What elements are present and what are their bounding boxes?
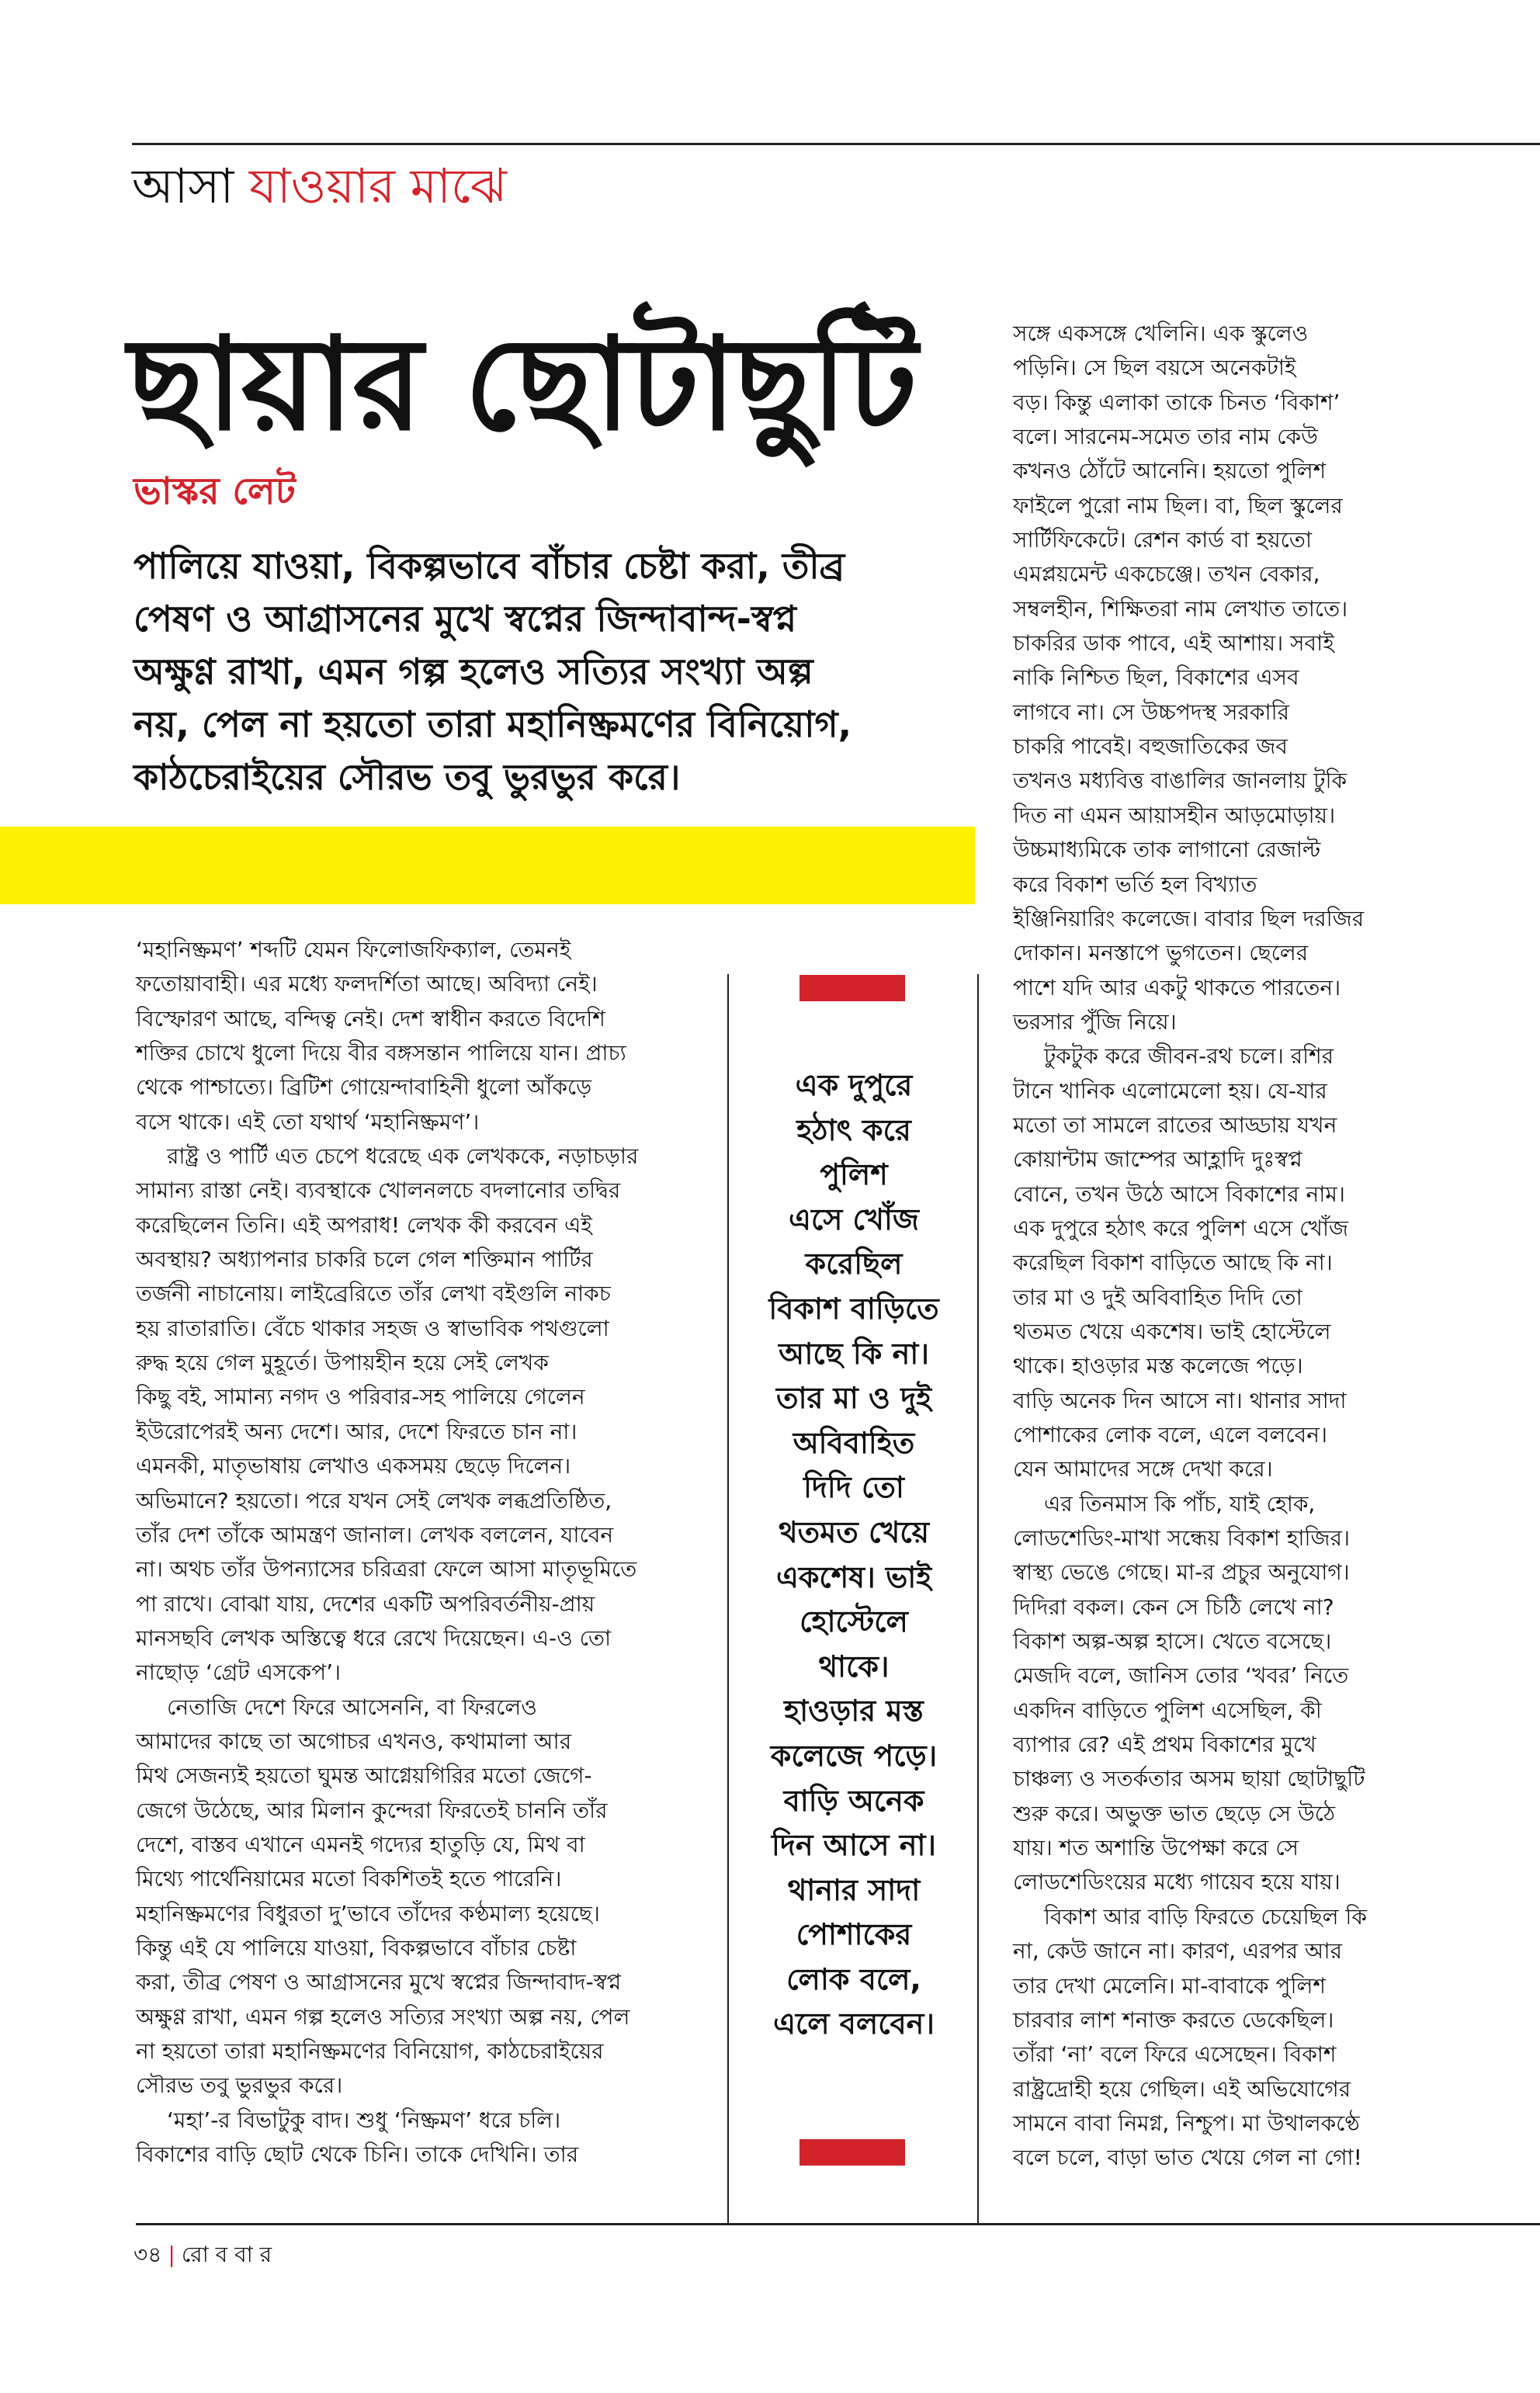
- pull-quote-line: পোশাকের: [796, 1917, 912, 1952]
- body-text-line: না। অথচ তাঁর উপন্যাসের চরিত্ররা ফেলে আসা মাতৃভূমিতে: [136, 1556, 637, 1583]
- pull-quote-line: এক দুপুরে: [795, 1068, 913, 1102]
- body-text-line: ইউরোপেরই অন্য দেশে। আর, দেশে ফিরতে চান না।: [136, 1418, 578, 1444]
- body-text-line: থেকে পাশ্চাত্যে। ব্রিটিশ গোয়েন্দাবাহিনী ধুলো আঁকড়ে: [136, 1074, 592, 1101]
- body-text-line: যায়। শত অশান্তি উপেক্ষা করে সে: [1013, 1835, 1299, 1861]
- body-text-line: মহানিষ্ক্রমণের বিধুরতা দু’ভাবে তাঁদের কণ্ঠমাল্য হয়েছে।: [136, 1900, 600, 1927]
- body-text-line: ব্যাপার রে? এই প্রথম বিকাশের মুখে: [1013, 1732, 1316, 1758]
- pull-quote-line: থাকে।: [818, 1649, 890, 1684]
- pull-quote-line: এসে খোঁজ: [789, 1202, 919, 1236]
- body-text-line: দিত না এমন আয়াসহীন আড়মোড়ায়।: [1013, 802, 1336, 828]
- pull-quote: [730, 1063, 978, 2047]
- body-text-line: আমাদের কাছে তা অগোচর এখনও, কথামালা আর: [136, 1728, 572, 1754]
- body-text-line: নেতাজি দেশে ফিরে আসেননি, বা ফিরলেও: [167, 1694, 537, 1720]
- pull-quote-line: একশেষ। ভাই: [775, 1559, 932, 1594]
- pull-quote-line: বিকাশ বাড়িতে: [768, 1291, 939, 1326]
- body-text-line: না হয়তো তারা মহানিষ্ক্রমণের বিনিয়োগ, কাঠচেরাইয়ের: [136, 2038, 604, 2064]
- body-text-line: ভরসার পুঁজি নিয়ে।: [1013, 1008, 1177, 1035]
- body-text-line: মেজদি বলে, জানিস তোর ‘খবর’ নিতে: [1013, 1663, 1349, 1689]
- body-text-line: করা, তীব্র পেষণ ও আগ্রাসনের মুখে স্বপ্নের জিন্দাবাদ-স্বপ্ন: [136, 1969, 622, 1996]
- body-text-line: কিছু বই, সামান্য নগদ ও পরিবার-সহ পালিয়ে গেলেন: [136, 1384, 585, 1410]
- body-text-line: চাকরির ডাক পাবে, এই আশায়। সবাই: [1013, 630, 1334, 657]
- body-text-line: বড়। কিন্তু এলাকা তাকে চিনত ‘বিকাশ’: [1013, 389, 1341, 415]
- page-footer: [134, 2235, 272, 2274]
- body-text-line: না, কেউ জানে না। কারণ, এরপর আর: [1013, 1938, 1342, 1965]
- pull-quote-line: বাড়ি অনেক: [783, 1783, 924, 1818]
- body-text-line: লাগবে না। সে উচ্চপদস্থ সরকারি: [1013, 699, 1290, 725]
- body-text-line: ফতোয়াবাহী। এর মধ্যে ফলদর্শিতা আছে। অবিদ্যা নেই।: [136, 971, 598, 997]
- body-text-line: তখনও মধ্যবিত্ত বাঙালির জানলায় টুকি: [1013, 768, 1348, 794]
- body-text-line: বসে থাকে। এই তো যথার্থ ‘মহানিষ্ক্রমণ’।: [136, 1108, 480, 1135]
- body-column-right: [1013, 317, 1525, 2176]
- magazine-name: রো ব বা র: [181, 2242, 272, 2267]
- author-byline: ভাস্কর লেট: [134, 470, 296, 513]
- body-text-line: রাষ্ট্রদ্রোহী হয়ে গেছিল। এই অভিযোগের: [1013, 2076, 1351, 2102]
- pull-quote-line: আছে কি না।: [779, 1336, 929, 1371]
- body-text-line: ‘মহা’-র বিভাটুকু বাদ। শুধু ‘নিষ্ক্রমণ’ ধরে চলি।: [167, 2107, 561, 2133]
- body-text-line: মিথ্যে পার্থেনিয়ামের মতো বিকশিতই হতে পারেনি।: [136, 1866, 562, 1892]
- body-text-line: করেছিল বিকাশ বাড়িতে আছে কি না।: [1013, 1250, 1333, 1276]
- pull-quote-line: পুলিশ: [820, 1157, 888, 1192]
- body-text-line: সৌরভ তবু ভুরভুর করে।: [136, 2072, 343, 2099]
- pull-quote-line: দিদি তো: [803, 1470, 904, 1505]
- body-text-line: করেছিলেন তিনি। এই অপরাধ! লেখক কী করবেন এই: [136, 1212, 592, 1238]
- body-text-line: চারবার লাশ শনাক্ত করতে ডেকেছিল।: [1013, 2006, 1334, 2033]
- top-rule: [132, 143, 1540, 145]
- body-text-line: বিকাশ আর বাড়ি ফিরতে চেয়েছিল কি: [1044, 1903, 1367, 1930]
- kicker-red: যাওয়ার মাঝে: [248, 158, 507, 214]
- body-text-line: এক দুপুরে হঠাৎ করে পুলিশ এসে খোঁজ: [1013, 1215, 1349, 1241]
- pull-quote-line: লোক বলে,: [786, 1961, 921, 1996]
- body-column-left: [136, 933, 726, 2172]
- article-deck: [134, 539, 972, 803]
- pull-quote-line: তার মা ও দুই: [776, 1381, 931, 1416]
- body-text-line: তর্জনী নাচানোয়। লাইব্রেরিতে তাঁর লেখা বইগুলি নাকচ: [136, 1281, 611, 1307]
- body-text-line: টুকটুক করে জীবন-রথ চলে। রশির: [1044, 1043, 1334, 1070]
- body-text-line: দেশে, বাস্তব এখানে এমনই গদ্যের হাতুড়ি যে, মিথ বা: [136, 1831, 585, 1857]
- body-text-line: সামনে বাবা নিমগ্ন, নিশ্চুপ। মা উথালকণ্ঠে: [1013, 2110, 1360, 2136]
- deck-line: কাঠচেরাইয়ের সৌরভ তবু ভুরভুর করে।: [134, 756, 681, 798]
- body-text-line: বলে। সারনেম-সমেত তার নাম কেউ: [1013, 424, 1318, 450]
- body-text-line: একদিন বাড়িতে পুলিশ এসেছিল, কী: [1013, 1697, 1322, 1723]
- article-title: ছায়ার ছোটাছুটি: [128, 310, 916, 459]
- body-text-line: এমনকী, মাতৃভাষায় লেখাও একসময় ছেড়ে দিলেন।: [136, 1453, 571, 1479]
- yellow-band: [0, 827, 975, 904]
- deck-line: অক্ষুণ্ণ রাখা, এমন গল্প হলেও সত্যির সংখ্যা অল্প: [134, 650, 813, 692]
- body-text-line: রাষ্ট্র ও পার্টি এত চেপে ধরেছে এক লেখককে, নড়াচড়ার: [167, 1143, 639, 1170]
- body-text-line: পাশে যদি আর একটু থাকতে পারতেন।: [1013, 974, 1341, 1001]
- pull-quote-line: থানার সাদা: [787, 1872, 921, 1907]
- body-text-line: তার মা ও দুই অবিবাহিত দিদি তো: [1013, 1284, 1302, 1310]
- kicker-black: আসা: [132, 158, 234, 214]
- page-number: ৩৪: [134, 2242, 162, 2267]
- pull-quote-line: কলেজে পড়ে।: [770, 1738, 938, 1773]
- body-text-line: উচ্চমাধ্যমিকে তাক লাগানো রেজাল্ট: [1013, 837, 1321, 863]
- body-text-line: মিথ সেজন্যই হয়তো ঘুমন্ত আগ্নেয়গিরির মতো জেগে-: [136, 1763, 592, 1789]
- body-text-line: তার দেখা মেলেনি। মা-বাবাকে পুলিশ: [1013, 1972, 1326, 1999]
- body-text-line: সঙ্গে একসঙ্গে খেলিনি। এক স্কুলেও: [1013, 321, 1309, 346]
- body-text-line: বিকাশ অল্প-অল্প হাসে। খেতে বসেছে।: [1013, 1628, 1332, 1655]
- pull-quote-line: করেছিল: [805, 1247, 903, 1281]
- body-text-line: চাঞ্চল্য ও সতর্কতার অসম ছায়া ছোটাছুটি: [1013, 1766, 1365, 1792]
- body-text-line: অভিমানে? হয়তো। পরে যখন সেই লেখক লব্ধপ্রতিষ্ঠিত,: [136, 1487, 612, 1514]
- body-text-line: জেগে উঠেছে, আর মিলান কুন্দেরা ফিরতেই চাননি তাঁর: [136, 1797, 608, 1823]
- body-text-line: ‘মহানিষ্ক্রমণ’ শব্দটি যেমন ফিলোজফিক্যাল, তেমনই: [136, 937, 571, 962]
- pull-quote-line: হাওড়ার মস্ত: [784, 1694, 924, 1729]
- body-text-line: মানসছবি লেখক অস্তিত্বে ধরে রেখে দিয়েছেন। এ-ও তো: [136, 1625, 612, 1651]
- body-text-line: কখনও ঠোঁটে আনেনি। হয়তো পুলিশ: [1013, 458, 1327, 484]
- body-text-line: সম্বলহীন, শিক্ষিতরা নাম লেখাত তাতে।: [1013, 595, 1348, 622]
- body-text-line: অক্ষুণ্ণ রাখা, এমন গল্প হলেও সত্যির সংখ্যা অল্প নয়, পেল: [136, 2003, 630, 2030]
- body-text-line: তাঁরা ‘না’ বলে ফিরে এসেছেন। বিকাশ: [1013, 2041, 1337, 2068]
- body-text-line: মতো তা সামলে রাতের আড্ডায় যখন: [1013, 1112, 1337, 1138]
- body-text-line: কোয়ান্টাম জাম্পের আহ্লাদি দুঃস্বপ্ন: [1013, 1146, 1302, 1173]
- body-text-line: বলে চলে, বাড়া ভাত খেয়ে গেল না গো!: [1013, 2145, 1362, 2171]
- deck-line: পালিয়ে যাওয়া, বিকল্পভাবে বাঁচার চেষ্টা করা, তীব্র: [134, 545, 845, 587]
- body-text-line: বিকাশের বাড়ি ছোট থেকে চিনি। তাকে দেখিনি। তার: [136, 2142, 579, 2168]
- body-text-line: থতমত খেয়ে একশেষ। ভাই হোস্টেলে: [1013, 1318, 1331, 1344]
- pull-quote-bar-top: [799, 975, 905, 1001]
- pull-quote-bar-bottom: [799, 2139, 905, 2166]
- body-text-line: নাছোড় ‘গ্রেট এসকেপ’।: [136, 1659, 342, 1686]
- pull-quote-line: দিন আসে না।: [772, 1828, 936, 1863]
- body-text-line: এর তিনমাস কি পাঁচ, যাই হোক,: [1044, 1490, 1316, 1517]
- body-text-line: দোকান। মনস্তাপে ভুগতেন। ছেলের: [1013, 940, 1309, 966]
- body-text-line: পোশাকের লোক বলে, এলে বলবেন।: [1013, 1422, 1327, 1448]
- body-text-line: এমপ্লয়মেন্ট একচেঞ্জে। তখন বেকার,: [1013, 561, 1320, 588]
- bottom-rule: [136, 2223, 1540, 2225]
- body-text-line: নাকি নিশ্চিত ছিল, বিকাশের এসব: [1013, 664, 1299, 691]
- body-text-line: তাঁর দেশ তাঁকে আমন্ত্রণ জানাল। লেখক বললেন, যাবেন: [136, 1521, 614, 1548]
- body-text-line: ইঞ্জিনিয়ারিং কলেজে। বাবার ছিল দরজির: [1013, 905, 1365, 931]
- pull-quote-line: থতমত খেয়ে: [779, 1514, 929, 1549]
- deck-line: নয়, পেল না হয়তো তারা মহানিষ্ক্রমণের বিনিয়োগ,: [134, 703, 852, 745]
- pull-quote-line: এলে বলবেন।: [773, 2006, 935, 2041]
- body-text-line: স্বাস্থ্য ভেঙে গেছে। মা-র প্রচুর অনুযোগ।: [1013, 1559, 1350, 1586]
- body-text-line: করে বিকাশ ভর্তি হল বিখ্যাত: [1013, 871, 1257, 897]
- body-text-line: বোনে, তখন উঠে আসে বিকাশের নাম।: [1013, 1181, 1345, 1207]
- column-divider-left: [727, 974, 729, 2224]
- footer-separator: |: [168, 2242, 175, 2267]
- body-text-line: ফাইলে পুরো নাম ছিল। বা, ছিল স্কুলের: [1013, 492, 1343, 518]
- body-text-line: শক্তির চোখে ধুলো দিয়ে বীর বঙ্গসন্তান পালিয়ে যান। প্রাচ্য: [136, 1040, 626, 1066]
- body-text-line: থাকে। হাওড়ার মস্ত কলেজে পড়ে।: [1013, 1353, 1303, 1379]
- body-text-line: চাকরি পাবেই। বহুজাতিকের জব: [1013, 734, 1288, 760]
- body-text-line: দিদিরা বকল। কেন সে চিঠি লেখে না?: [1013, 1594, 1334, 1620]
- body-text-line: পড়িনি। সে ছিল বয়সে অনেকটাই: [1013, 355, 1296, 381]
- body-text-line: হয় রাতারাতি। বেঁচে থাকার সহজ ও স্বাভাবিক পথগুলো: [136, 1315, 609, 1341]
- deck-line: পেষণ ও আগ্রাসনের মুখে স্বপ্নের জিন্দাবান্দ-স্বপ্ন: [134, 598, 797, 640]
- pull-quote-line: হোস্টেলে: [799, 1604, 908, 1639]
- body-text-line: অবস্থায়? অধ্যাপনার চাকরি চলে গেল শক্তিমান পার্টির: [136, 1247, 593, 1273]
- body-text-line: কিন্তু এই যে পালিয়ে যাওয়া, বিকল্পভাবে বাঁচার চেষ্টা: [136, 1934, 577, 1961]
- body-text-line: সার্টিফিকেটে। রেশন কার্ড বা হয়তো: [1013, 527, 1312, 553]
- pull-quote-line: অবিবাহিত: [793, 1425, 915, 1460]
- body-text-line: যেন আমাদের সঙ্গে দেখা করে।: [1013, 1456, 1273, 1483]
- body-text-line: লোডশেডিংয়ের মধ্যে গায়েব হয়ে যায়।: [1013, 1869, 1341, 1895]
- pull-quote-line: হঠাৎ করে: [796, 1112, 911, 1147]
- body-text-line: শুরু করে। অভুক্ত ভাত ছেড়ে সে উঠে: [1013, 1800, 1335, 1826]
- body-text-line: পা রাখে। বোঝা যায়, দেশের একটি অপরিবর্তনীয়-প্রায়: [136, 1590, 595, 1617]
- body-text-line: বিস্ফোরণ আছে, বন্দিত্ব নেই। দেশ স্বাধীন করতে বিদেশি: [136, 1005, 605, 1032]
- body-text-line: টানে খানিক এলোমেলো হয়। যে-যার: [1013, 1077, 1327, 1104]
- body-text-line: বাড়ি অনেক দিন আসে না। থানার সাদা: [1013, 1387, 1347, 1413]
- body-text-line: রুদ্ধ হয়ে গেল মুহূর্তে। উপায়হীন হয়ে সেই লেখক: [136, 1350, 549, 1376]
- body-text-line: সামান্য রাস্তা নেই। ব্যবস্থাকে খোলনলচে বদলানোর তদ্বির: [136, 1177, 621, 1204]
- body-text-line: লোডশেডিং-মাখা সন্ধেয় বিকাশ হাজির।: [1013, 1525, 1351, 1552]
- section-kicker: [132, 151, 507, 221]
